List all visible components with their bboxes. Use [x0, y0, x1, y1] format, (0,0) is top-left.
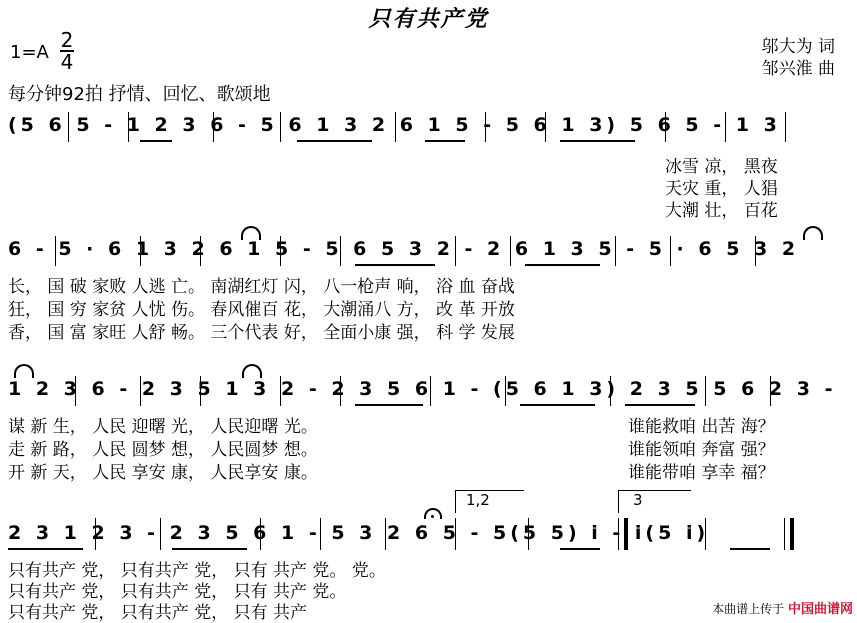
barline: [75, 376, 76, 406]
barline: [755, 236, 756, 266]
time-signature: [60, 30, 74, 72]
final-barline-thick: [790, 518, 794, 550]
lyric-verse-1: 冰雪 凉， 黑夜: [665, 157, 778, 177]
notation-row-2: 6 - 5 · 6 1 3 2 6 1 5 - 5 6 5 3 2 - 2 6 1 3 5 - 5 · 6 5 3 2: [8, 238, 800, 260]
barline: [785, 112, 786, 142]
barline: [260, 518, 261, 550]
barline: [615, 236, 616, 266]
barline: [280, 112, 281, 142]
volta-bracket-second: [618, 490, 691, 513]
time-signature-top: 2: [60, 28, 74, 52]
key-signature: 1=A: [10, 42, 49, 63]
barline: [200, 236, 201, 266]
barline: [395, 112, 396, 142]
barline: [95, 518, 96, 550]
lyric-verse-2: 只有共产 党， 只有共产 党， 只有 共产 党。: [8, 582, 347, 602]
slur-mark: [803, 226, 823, 240]
barline: [200, 376, 201, 406]
final-barline-thin: [784, 518, 785, 550]
beam-underline: [8, 548, 83, 550]
beam-underline: [520, 404, 595, 406]
barline: [140, 376, 141, 406]
lyric-verse-1-cont: 谁能救咱 出苦 海？: [628, 417, 775, 437]
barline: [280, 376, 281, 406]
barline: [528, 518, 529, 550]
volta-label-second: 3: [633, 491, 643, 509]
barline: [280, 236, 281, 266]
barline: [213, 112, 214, 142]
beam-underline: [560, 140, 635, 142]
barline: [160, 518, 161, 550]
beam-underline: [525, 264, 600, 266]
barline: [510, 236, 511, 266]
lyricist-credit: 邬大为 词: [761, 37, 835, 57]
barline: [340, 236, 341, 266]
barline: [610, 376, 611, 406]
site-logo[interactable]: 中国曲谱网: [787, 602, 853, 617]
lyric-verse-3: 香， 国 富 家旺 人舒 畅。 三个代表 好， 全面小康 强， 科 学 发展: [8, 323, 515, 343]
barline: [68, 112, 69, 142]
barline: [485, 112, 486, 142]
repeat-barline-thick: [624, 518, 628, 550]
lyric-verse-3: 开 新 天， 人民 享安 康， 人民享安 康。: [8, 463, 318, 483]
barline: [505, 376, 506, 406]
beam-underline: [625, 404, 695, 406]
beam-underline: [140, 140, 172, 142]
volta-label-first: 1,2: [466, 491, 490, 509]
repeat-barline-thin: [618, 518, 619, 550]
barline: [340, 376, 341, 406]
lyric-verse-2-cont: 谁能领咱 奔富 强？: [628, 440, 775, 460]
beam-underline: [355, 264, 435, 266]
barline: [770, 376, 771, 406]
lyric-verse-2: 狂， 国 穷 家贫 人忧 伤。 春风催百 花， 大潮涌八 方， 改 革 开放: [8, 300, 515, 320]
footer-text: 本曲谱上传于: [712, 602, 785, 616]
lyric-verse-3: 大潮 壮， 百花: [665, 201, 778, 221]
slur-mark: [242, 364, 262, 378]
beam-underline: [560, 548, 600, 550]
beam-underline: [425, 140, 465, 142]
tempo-marking: 每分钟92拍 抒情、回忆、歌颂地: [8, 84, 271, 105]
barline: [385, 518, 386, 550]
notation-row-4: 2 3 1 2 3 - 2 3 5 6 1 - 5 3 2 6 5 - 5(5 5) i - i(5 i): [8, 522, 710, 544]
composer-credit: 邹兴淮 曲: [761, 59, 835, 79]
barline: [665, 112, 666, 142]
barline: [670, 236, 671, 266]
barline: [320, 518, 321, 550]
barline: [705, 518, 706, 550]
beam-underline: [297, 140, 372, 142]
lyric-verse-3-cont: 谁能带咱 享幸 福？: [628, 463, 775, 483]
beam-underline: [355, 404, 423, 406]
lyric-verse-1: 谋 新 生， 人民 迎曙 光， 人民迎曙 光。: [8, 417, 318, 437]
lyric-verse-2: 天灾 重， 人猖: [665, 179, 778, 199]
lyric-verse-2: 走 新 路， 人民 圆梦 想， 人民圆梦 想。: [8, 440, 318, 460]
barline: [55, 236, 56, 266]
notation-row-1: (5 6 5 - 1 2 3 6 - 5 6 1 3 2 6 1 5 - 5 6 1 3) 5 6 5 - 1 3: [8, 114, 781, 136]
barline: [140, 236, 141, 266]
barline: [455, 518, 456, 550]
barline: [705, 376, 706, 406]
beam-underline: [730, 548, 770, 550]
barline: [545, 112, 546, 142]
notation-row-3: 1 2 3 6 - 2 3 5 1 3 2 - 2 3 5 6 1 - (5 6 1 3) 2 3 5 5 6 2 3 -: [8, 378, 837, 400]
lyric-verse-3: 只有共产 党， 只有共产 党， 只有 共产: [8, 603, 308, 623]
lyric-verse-1: 长， 国 破 家败 人逃 亡。 南湖红灯 闪， 八一枪声 响， 浴 血 奋战: [8, 277, 515, 297]
time-signature-bottom: 4: [60, 50, 74, 74]
beam-underline: [172, 548, 247, 550]
volta-bracket-first: [455, 490, 524, 513]
page-title: 只有共产党: [368, 7, 489, 32]
lyric-verse-1: 只有共产 党， 只有共产 党， 只有 共产 党。 党。: [8, 561, 386, 581]
slur-mark: [14, 364, 34, 378]
upload-footer: [712, 598, 853, 617]
barline: [725, 112, 726, 142]
barline: [430, 376, 431, 406]
barline: [128, 112, 129, 142]
barline: [455, 236, 456, 266]
fermata-mark: [424, 508, 442, 519]
